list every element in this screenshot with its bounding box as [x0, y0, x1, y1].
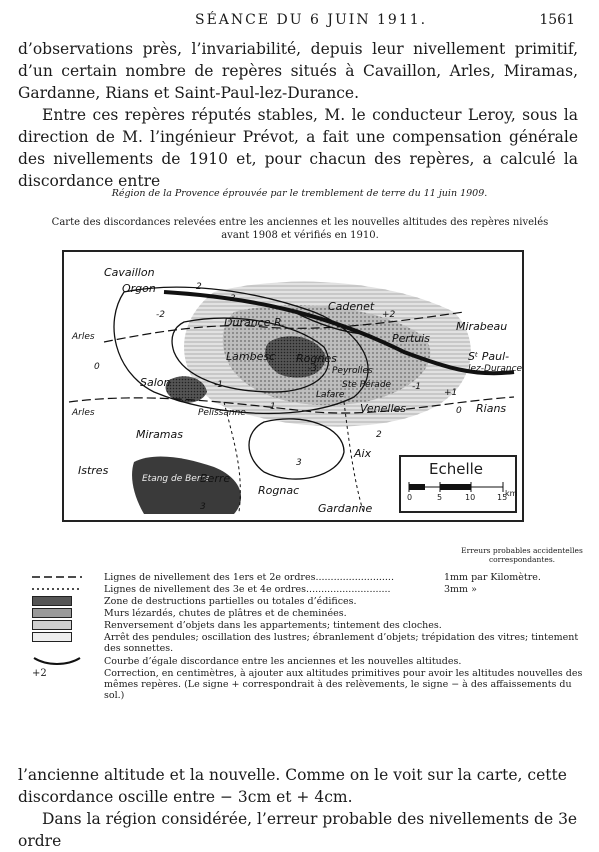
- scale-tick: 15: [497, 493, 508, 502]
- contour-value: -1: [214, 380, 223, 390]
- figure-subcaption: Carte des discordances relevées entre les anciennes et les nouvelles altitudes des repères nivelés avant 1908 et vérifiés en 1910.: [51, 217, 549, 241]
- legend-row: [32, 584, 592, 596]
- legend-row: [32, 608, 592, 620]
- legend-text: Courbe d’égale discordance entre les anciennes et les nouvelles altitudes.: [104, 656, 462, 667]
- label-miramas: Miramas: [136, 428, 183, 441]
- legend-text: Zone de destructions partielles ou totales d’édifices.: [104, 596, 357, 607]
- legend-swatch-light: [32, 632, 72, 642]
- legend-symbol-dashed: [32, 572, 82, 582]
- legend-correction-symbol: +2: [32, 668, 47, 679]
- label-durance: Durance R.: [224, 316, 286, 329]
- legend-text: Lignes de nivellement des 3e et 4e ordres............................: [104, 584, 391, 595]
- contour-value: +2: [382, 310, 396, 320]
- contour-value: 3: [296, 458, 302, 468]
- legend-row: [32, 572, 592, 584]
- page-header: [0, 12, 599, 34]
- scale-tick: 0: [407, 493, 413, 502]
- legend-row: [32, 620, 592, 632]
- legend-swatch-lined: [32, 620, 72, 630]
- legend-text: Correction, en centimètres, à ajouter aux altitudes primitives pour avoir les altitudes nouvelles des mêmes repères. (Le signe + correspondrait à des relèvements, le signe − à des affaissements du sol.): [104, 668, 583, 701]
- label-istres: Istres: [78, 464, 109, 477]
- label-gardanne: Gardanne: [318, 502, 373, 515]
- contour-value: 2: [376, 430, 382, 440]
- scale-title: Echelle: [429, 460, 484, 478]
- page-number: 1561: [539, 12, 575, 28]
- contour-value: 3: [200, 502, 206, 512]
- paragraph-1: d’observations près, l’invariabilité, depuis leur nivellement primitif, d’un certain nombre de repères situés à Cavaillon, Arles, Miramas, Gardanne, Rians et Saint-Paul-lez-Durance.: [18, 40, 578, 102]
- body-paragraphs: [18, 38, 578, 192]
- label-arles-north: Arles: [72, 332, 95, 342]
- contour-value: 0: [456, 406, 462, 416]
- contour-value: 3: [230, 294, 236, 304]
- contour-value: +1: [444, 388, 458, 398]
- legend-symbol-dotted: [32, 584, 82, 594]
- map-legend: [32, 572, 592, 704]
- label-rognac: Rognac: [258, 484, 300, 497]
- legend-swatch-dark: [32, 596, 72, 606]
- scale-box: [399, 455, 517, 513]
- paragraph-4: Dans la région considérée, l’erreur probable des nivellements de 3e ordre: [18, 810, 578, 850]
- label-stpaul: Sᵗ Paul-: [468, 350, 510, 363]
- legend-errors-header: Erreurs probables accidentelles correspondantes.: [461, 546, 583, 564]
- label-lafare: Lafare: [316, 390, 345, 400]
- contour-value: -3: [308, 364, 317, 374]
- etang-de-berre: [132, 457, 241, 514]
- contour-value: 1: [270, 402, 276, 412]
- label-arles-south: Arles: [72, 408, 95, 418]
- legend-error: 3mm »: [444, 584, 477, 595]
- legend-text: Lignes de nivellement des 1ers et 2e ordres..........................: [104, 572, 394, 583]
- label-orgon: Orgon: [122, 282, 156, 295]
- paragraph-3: l’ancienne altitude et la nouvelle. Comme on le voit sur la carte, cette discordance oscille entre − 3cm et + 4cm.: [18, 766, 567, 806]
- label-venelles: Venelles: [360, 402, 406, 415]
- label-rians: Rians: [476, 402, 507, 415]
- scale-tick: 5: [437, 493, 443, 502]
- legend-row: [32, 632, 592, 656]
- legend-text: Arrêt des pendules; oscillation des lustres; ébranlement d’objets; trépidation des vitres; tintement des sonnettes.: [104, 632, 579, 654]
- scale-unit: km: [505, 489, 518, 498]
- label-pertuis: Pertuis: [392, 332, 430, 345]
- label-cadenet: Cadenet: [328, 300, 375, 313]
- running-title: SÉANCE DU 6 JUIN 1911.: [195, 12, 428, 28]
- scale-bar: [405, 481, 519, 493]
- legend-symbol-contour: [32, 656, 82, 666]
- label-salon: Salon: [140, 376, 171, 389]
- legend-text: Murs lézardés, chutes de plâtres et de cheminées.: [104, 608, 347, 619]
- label-cavaillon: Cavaillon: [104, 266, 155, 279]
- label-pelissanne: Pelissanne: [198, 408, 246, 418]
- label-aix: Aix: [354, 447, 372, 460]
- legend-swatch-dotted: [32, 608, 72, 618]
- legend-error: 1mm par Kilomètre.: [444, 572, 541, 583]
- label-etang-de-berre: Etang de Berre: [142, 474, 210, 484]
- legend-text: Renversement d’objets dans les appartements; tintement des cloches.: [104, 620, 442, 631]
- label-ste-perade: Ste Pérade: [342, 380, 392, 390]
- label-lez-durance: lez-Durance: [468, 364, 523, 374]
- paragraph-2: Entre ces repères réputés stables, M. le conducteur Leroy, sous la direction de M. l’ingénieur Prévot, a fait une compensation générale des nivellements de 1910 et, pour chacun des repères, a calculé la discordance entre: [18, 106, 578, 190]
- contour-value: 0: [94, 362, 100, 372]
- label-berre: Berre: [200, 472, 231, 485]
- legend-row: [32, 668, 592, 704]
- figure-caption: Région de la Provence éprouvée par le tremblement de terre du 11 juin 1909.: [111, 188, 488, 199]
- scale-tick: 10: [465, 493, 476, 502]
- label-peyrolles: Peyrolles: [332, 366, 373, 376]
- discordance-map: [62, 250, 524, 522]
- contour-value: 2: [196, 282, 202, 292]
- legend-row: [32, 596, 592, 608]
- label-lambesc: Lambesc: [226, 350, 276, 363]
- contour-rognac: [249, 419, 344, 479]
- contour-value: -2: [156, 310, 165, 320]
- label-rognes: Rognes: [296, 352, 337, 365]
- label-mirabeau: Mirabeau: [456, 320, 508, 333]
- bottom-paragraphs: [18, 764, 578, 852]
- contour-value: -1: [412, 382, 421, 392]
- legend-row: [32, 656, 592, 668]
